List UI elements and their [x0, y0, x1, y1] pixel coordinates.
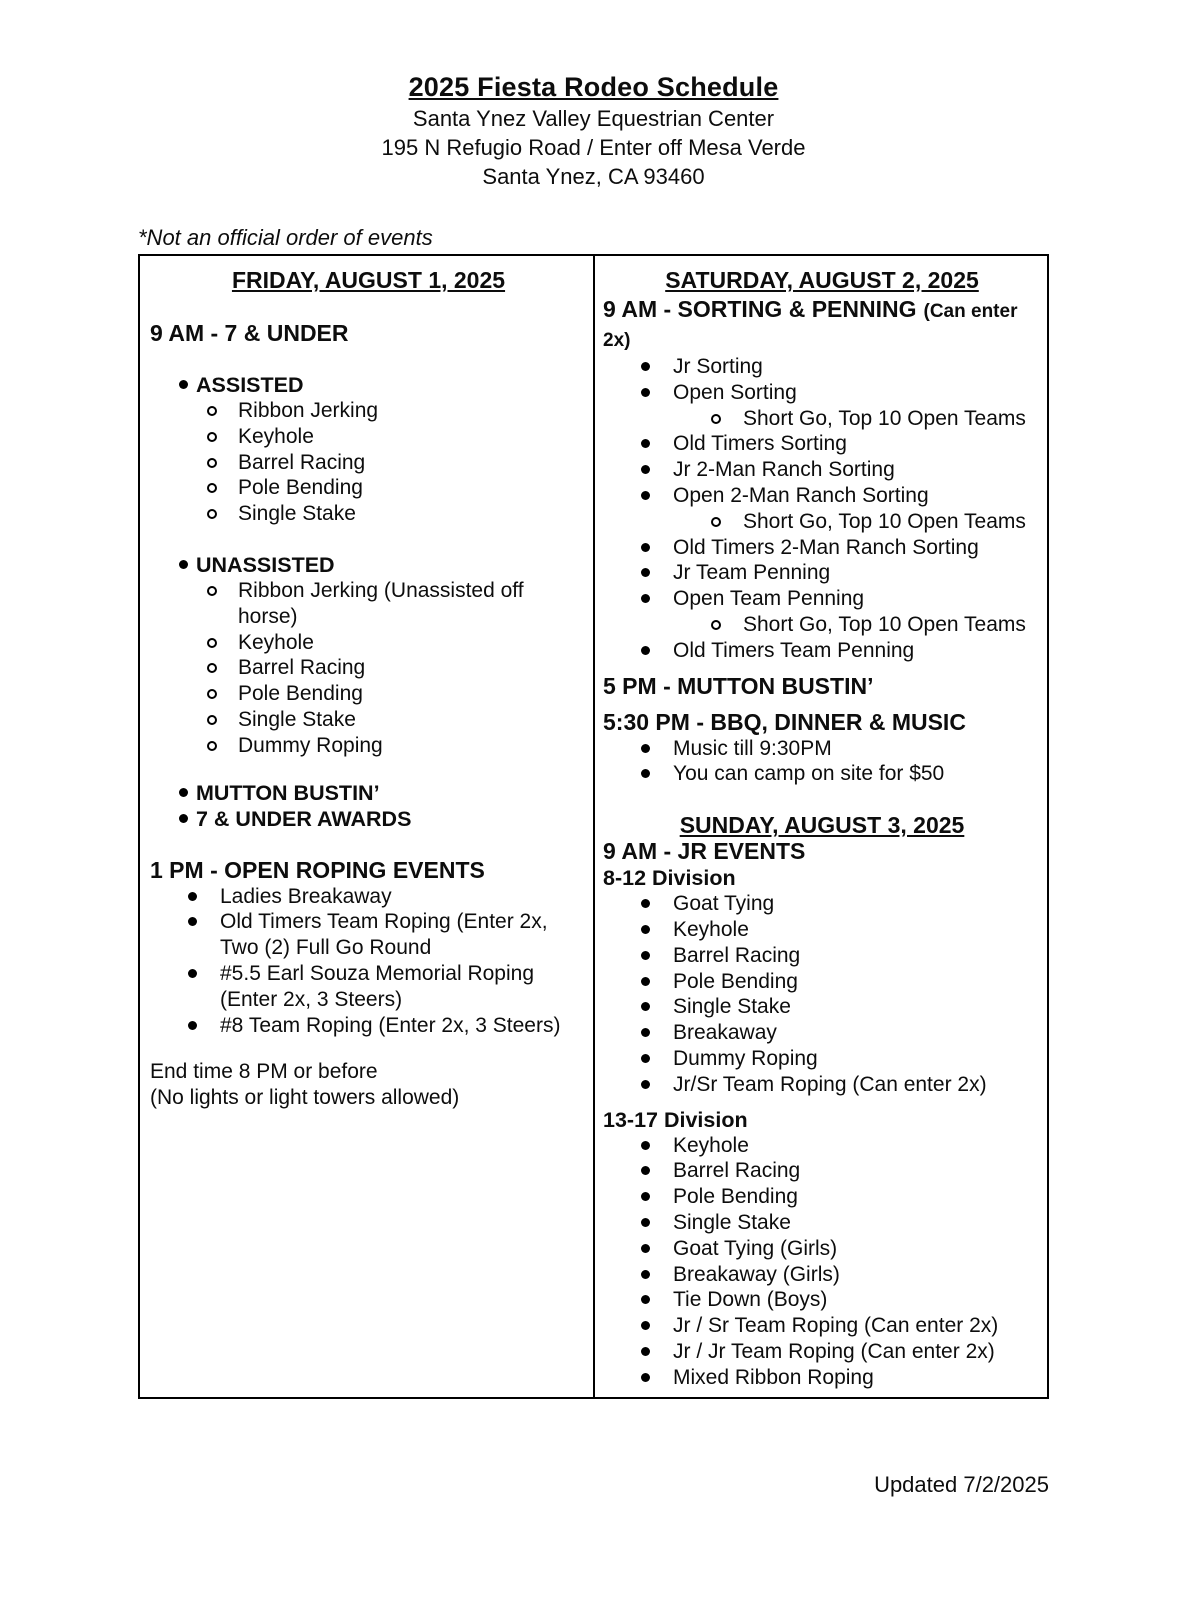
event-item: Old Timers Team Roping (Enter 2x, Two (2) Full Go Round — [150, 909, 587, 961]
sunday-date-heading: SUNDAY, AUGUST 3, 2025 — [679, 812, 965, 839]
event-item: Keyhole — [150, 630, 587, 656]
bbq-list — [603, 736, 1041, 788]
document-page — [0, 70, 1187, 1498]
saturday-mutton-title: 5 PM - MUTTON BUSTIN’ — [603, 672, 874, 699]
updated-date: Updated 7/2/2025 — [874, 1471, 1049, 1497]
division-13-17-list — [603, 1133, 1041, 1391]
schedule-table — [138, 254, 1049, 1399]
saturday-sorting-title-main: 9 AM - SORTING & PENNING — [603, 296, 917, 322]
awards-label: 7 & UNDER AWARDS — [150, 806, 587, 832]
subtitle-city: Santa Ynez, CA 93460 — [482, 164, 705, 189]
friday-column — [140, 256, 595, 1397]
event-item: Mixed Ribbon Roping — [603, 1365, 1041, 1391]
event-item: Jr / Jr Team Roping (Can enter 2x) — [603, 1339, 1041, 1365]
event-item: Single Stake — [603, 994, 1041, 1020]
event-item: Keyhole — [603, 1133, 1041, 1159]
event-item: Barrel Racing — [150, 450, 587, 476]
event-item: Barrel Racing — [603, 1158, 1041, 1184]
unassisted-group — [150, 552, 587, 759]
event-item: Pole Bending — [603, 1184, 1041, 1210]
event-item: Old Timers 2-Man Ranch Sorting — [603, 535, 1041, 561]
division-8-12-list — [603, 891, 1041, 1097]
event-item: Jr Sorting — [603, 354, 1041, 380]
friday-extra-bullets — [150, 780, 587, 832]
subtitle-venue: Santa Ynez Valley Equestrian Center — [412, 106, 775, 131]
event-item: Goat Tying (Girls) — [603, 1236, 1041, 1262]
event-item: Music till 9:30PM — [603, 736, 1041, 762]
friday-date-heading: FRIDAY, AUGUST 1, 2025 — [231, 267, 506, 293]
event-item: Pole Bending — [603, 969, 1041, 995]
event-item: Single Stake — [150, 501, 587, 527]
friday-session-7under-title: 9 AM - 7 & UNDER — [150, 320, 349, 346]
order-note: *Not an official order of events — [138, 225, 433, 250]
mutton-bustin-label: MUTTON BUSTIN’ — [150, 780, 587, 806]
friday-session-roping-title: 1 PM - OPEN ROPING EVENTS — [150, 856, 485, 883]
unassisted-list — [150, 578, 587, 759]
event-item: Pole Bending — [150, 475, 587, 501]
event-subitem: Short Go, Top 10 Open Teams — [603, 509, 1041, 535]
event-item: Keyhole — [150, 424, 587, 450]
saturday-date-heading: SATURDAY, AUGUST 2, 2025 — [665, 267, 979, 293]
assisted-label: ASSISTED — [150, 372, 587, 398]
event-item: Dummy Roping — [150, 733, 587, 759]
saturday-sorting-title-suffix: (Can enter 2x) — [603, 301, 1018, 351]
event-item: Jr / Sr Team Roping (Can enter 2x) — [603, 1313, 1041, 1339]
event-item: Barrel Racing — [150, 655, 587, 681]
event-item: Jr Team Penning — [603, 560, 1041, 586]
event-item: Breakaway (Girls) — [603, 1262, 1041, 1288]
event-item: Single Stake — [603, 1210, 1041, 1236]
end-time-note: End time 8 PM or before — [150, 1060, 378, 1084]
weekend-column — [595, 256, 1047, 1397]
sorting-penning-list — [603, 354, 1041, 664]
event-item: Ribbon Jerking (Unassisted off horse) — [150, 578, 587, 630]
assisted-group — [150, 372, 587, 527]
division-8-12-label: 8-12 Division — [603, 866, 736, 891]
subtitle-address: 195 N Refugio Road / Enter off Mesa Verde — [381, 135, 806, 160]
event-item: Keyhole — [603, 917, 1041, 943]
document-header — [0, 70, 1187, 191]
event-item: Breakaway — [603, 1020, 1041, 1046]
event-item: Open Team Penning — [603, 586, 1041, 612]
page-title: 2025 Fiesta Rodeo Schedule — [408, 72, 779, 102]
event-item: Tie Down (Boys) — [603, 1287, 1041, 1313]
assisted-list — [150, 398, 587, 527]
event-item: Ribbon Jerking — [150, 398, 587, 424]
bbq-group — [603, 709, 1041, 788]
sunday-jr-events-title: 9 AM - JR EVENTS — [603, 838, 806, 865]
event-item: #8 Team Roping (Enter 2x, 3 Steers) — [150, 1013, 587, 1039]
friday-end-notes — [150, 1059, 587, 1111]
event-item: You can camp on site for $50 — [603, 761, 1041, 787]
unassisted-label: UNASSISTED — [150, 552, 587, 578]
division-13-17-group — [603, 1107, 1041, 1391]
open-roping-list — [150, 884, 587, 1039]
event-item: Pole Bending — [150, 681, 587, 707]
division-8-12-group — [603, 865, 1041, 1097]
event-item: Open Sorting — [603, 380, 1041, 406]
event-item: Goat Tying — [603, 891, 1041, 917]
saturday-bbq-title: 5:30 PM - BBQ, DINNER & MUSIC — [603, 708, 966, 735]
division-13-17-label: 13-17 Division — [603, 1107, 748, 1132]
event-subitem: Short Go, Top 10 Open Teams — [603, 612, 1041, 638]
event-item: Old Timers Sorting — [603, 431, 1041, 457]
open-roping-group — [150, 857, 587, 1039]
event-item: Old Timers Team Penning — [603, 638, 1041, 664]
event-item: Open 2-Man Ranch Sorting — [603, 483, 1041, 509]
saturday-sorting-title — [603, 296, 1041, 354]
event-item: Ladies Breakaway — [150, 884, 587, 910]
event-item: Barrel Racing — [603, 943, 1041, 969]
no-lights-note: (No lights or light towers allowed) — [150, 1086, 460, 1110]
event-subitem: Short Go, Top 10 Open Teams — [603, 406, 1041, 432]
event-item: Single Stake — [150, 707, 587, 733]
event-item: Jr 2-Man Ranch Sorting — [603, 457, 1041, 483]
event-item: Dummy Roping — [603, 1046, 1041, 1072]
event-item: Jr/Sr Team Roping (Can enter 2x) — [603, 1072, 1041, 1098]
event-item: #5.5 Earl Souza Memorial Roping (Enter 2x, 3 Steers) — [150, 961, 587, 1013]
